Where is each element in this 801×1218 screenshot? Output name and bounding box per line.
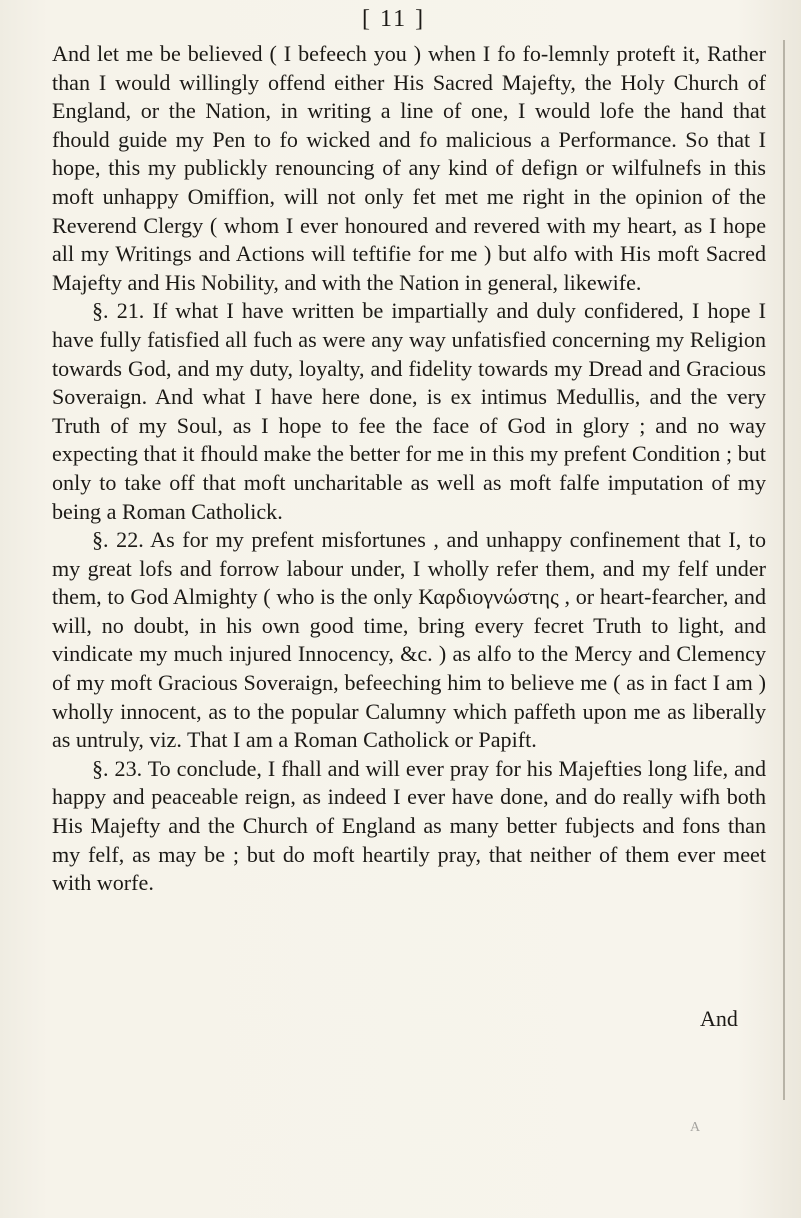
catchword: And (700, 1006, 738, 1031)
page-edge-line (783, 40, 785, 1100)
footer-mark: A (690, 1120, 701, 1135)
paragraph-intro: And let me be believed ( I befeech you ) when I fo fo-lemnly proteft it, Rather than I would willingly offend either His Sacred Majefty, the Holy Church of England, or the Nation, in writing a line of one, I would lofe the hand that fhould guide my Pen to fo wicked and fo malicious a Performance. So that I hope, this my publickly renouncing of any kind of defign or wilfulnefs in this moft unhappy Omiffion, will not only fet met me right in the opinion of the Reverend Clergy ( whom I ever honoured and revered with my heart, as I hope all my Writings and Actions will teftifie for me ) but alfo with His moft Sacred Majefty and His Nobility, and with the Nation in general, likewife. (52, 41, 766, 295)
paragraph-section-23: §. 23. To conclude, I fhall and will ever pray for his Majefties long life, and happy and peaceable reign, as indeed I ever have done, and do really wifh both His Majefty and the Church of England as many better fubjects and fons than my felf, as may be ; but do moft heartily pray, that neither of them ever meet with worfe. (52, 755, 766, 896)
paragraph-section-21: §. 21. If what I have written be impartially and duly confidered, I hope I have fully fatisfied all fuch as were any way unfatisfied concerning my Religion towards God, and my duty, loyalty, and fidelity towards my Dread and Gracious Soveraign. And what I have here done, is ex intimus Medullis, and the very Truth of my Soul, as I hope to fee the face of God in glory ; and no way expecting that it fhould make the better for me in this my prefent Condition ; but only to take off that moft uncharitable as well as moft falfe imputation of my being a Roman Catholick. (52, 298, 766, 524)
body-text (52, 40, 766, 898)
paragraph-section-22: §. 22. As for my prefent misfortunes , and unhappy confinement that I, to my great lofs and forrow labour under, I wholly refer them, and my felf under them, to God Almighty ( who is the only Καρδιογνώστης , or heart-fearcher, and will, no doubt, in his own good time, bring every fecret Truth to light, and vindicate my much injured Innocency, &c. ) as alfo to the Mercy and Clemency of my moft Gracious Soveraign, befeeching him to believe me ( as in fact I am ) wholly innocent, as to the popular Calumny which paffeth upon me as liberally as untruly, viz. That I am a Roman Catholick or Papift. (52, 527, 766, 753)
page-number: [ 11 ] (362, 6, 426, 32)
